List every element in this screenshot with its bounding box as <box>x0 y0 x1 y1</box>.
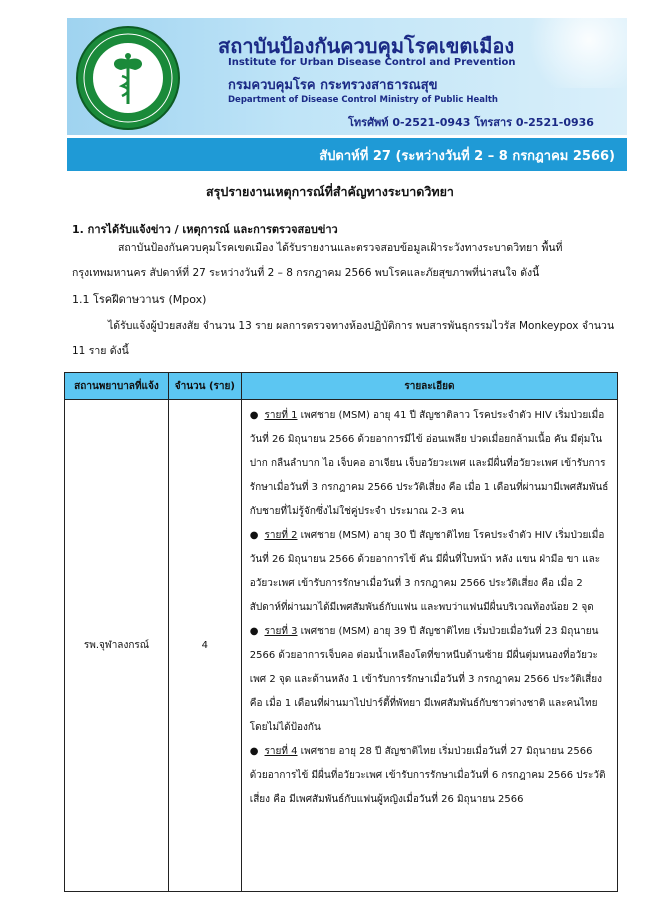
bullet-icon: ● <box>249 626 259 637</box>
case-label: รายที่ 2 <box>264 530 298 541</box>
case-text: เพศชาย (MSM) อายุ 39 ปี สัญชาติไทย เริ่มป่วยเมื่อวันที่ 23 มิถุนายน 2566 ด้วยอาการเจ็บคอ ต่อมน้ำเหลืองโตที่ขาหนีบด้านซ้าย มีผื่นตุ่มหนองที่อวัยวะเพศ 2 จุด และด้านหลัง 1 เข้ารับการรักษาเมื่อวันที่ 3 กรกฎาคม 2566 ประวัติเสี่ยง คือ เมื่อ 1 เดือนที่ผ่านมาไปปาร์ตี้ที่พัทยา มีเพศสัมพันธ์กับชาวต่างชาติ และคนไทยโดยไม่ได้ป้องกัน <box>249 626 603 733</box>
section-1-1-text: ได้รับแจ้งผู้ป่วยสงสัย จำนวน 13 ราย ผลการตรวจทางห้องปฏิบัติการ พบสารพันธุกรรมไวรัส Monkeypox จำนวน 11 ราย ดังนี้ <box>72 320 615 357</box>
section-1-paragraph <box>72 236 620 286</box>
bullet-icon: ● <box>249 530 259 541</box>
bullet-icon: ● <box>249 410 259 421</box>
week-banner <box>67 138 627 171</box>
week-range-text: สัปดาห์ที่ 27 (ระหว่างวันที่ 2 – 8 กรกฎาคม 2566) <box>319 149 615 164</box>
report-title: สรุปรายงานเหตุการณ์ที่สำคัญทางระบาดวิทยา <box>206 184 454 199</box>
department-thai: กรมควบคุมโรค กระทรวงสาธารณสุข <box>228 78 438 93</box>
case-text: เพศชาย อายุ 28 ปี สัญชาติไทย เริ่มป่วยเมื่อวันที่ 27 มิถุนายน 2566 ด้วยอาการไข้ มีผื่นที่อวัยวะเพศ เข้ารับการรักษาเมื่อวันที่ 6 กรกฎาคม 2566 ประวัติเสี่ยง คือ มีเพศสัมพันธ์กับแฟนผู้หญิงเมื่อวันที่ 26 มิถุนายน 2566 <box>249 746 606 805</box>
case-table <box>64 372 618 892</box>
cell-details <box>241 400 617 892</box>
org-name-thai: สถาบันป้องกันควบคุมโรคเขตเมือง <box>218 34 515 58</box>
cell-count: 4 <box>168 400 241 892</box>
org-name-english: Institute for Urban Disease Control and Prevention <box>228 57 516 68</box>
department-english: Department of Disease Control Ministry of Public Health <box>228 95 498 105</box>
cell-hospital: รพ.จุฬาลงกรณ์ <box>65 400 169 892</box>
case-item <box>250 620 611 740</box>
case-label: รายที่ 4 <box>264 746 298 757</box>
table-header-row <box>65 373 618 400</box>
section-1-heading: 1. การได้รับแจ้งข่าว / เหตุการณ์ และการตรวจสอบข่าว <box>72 223 338 236</box>
case-text: เพศชาย (MSM) อายุ 41 ปี สัญชาติลาว โรคประจำตัว HIV เริ่มป่วยเมื่อวันที่ 26 มิถุนายน 2566 ด้วยอาการมีไข้ อ่อนเพลีย ปวดเมื่อยกล้ามเนื้อ คัน มีตุ่มในปาก กลืนลำบาก ไอ เจ็บคอ อาเจียน เจ็บอวัยวะเพศ และมีผื่นที่อวัยวะเพศ เข้ารับการรักษาเมื่อวันที่ 3 กรกฎาคม 2566 ประวัติเสี่ยง คือ เมื่อ 1 เดือนที่ผ่านมามีเพศสัมพันธ์กับชายที่ไม่รู้จักซึ่งไม่ใช่คู่ประจำ ประมาณ 2-3 คน <box>249 410 609 517</box>
case-label: รายที่ 1 <box>264 410 298 421</box>
ministry-seal-logo <box>76 26 180 130</box>
case-item <box>250 524 611 620</box>
header-details: รายละเอียด <box>241 373 617 400</box>
section-1-text: สถาบันป้องกันควบคุมโรคเขตเมือง ได้รับรายงานและตรวจสอบข้อมูลเฝ้าระวังทางระบาดวิทยา พื้นที่กรุงเทพมหานคร สัปดาห์ที่ 27 ระหว่างวันที่ 2 – 8 กรกฎาคม 2566 พบโรคและภัยสุขภาพที่น่าสนใจ ดังนี้ <box>72 242 563 279</box>
caduceus-icon <box>105 50 151 106</box>
header-hospital: สถานพยาบาลที่แจ้ง <box>65 373 169 400</box>
case-label: รายที่ 3 <box>264 626 298 637</box>
contact-phones: โทรศัพท์ 0-2521-0943 โทรสาร 0-2521-0936 <box>348 116 594 129</box>
case-text: เพศชาย (MSM) อายุ 30 ปี สัญชาติไทย โรคประจำตัว HIV เริ่มป่วยเมื่อวันที่ 26 มิถุนายน 2566 ด้วยอาการไข้ คัน มีผื่นที่ใบหน้า หลัง แขน ฝ่ามือ ขา และอวัยวะเพศ เข้ารับการรักษาเมื่อวันที่ 3 กรกฎาคม 2566 ประวัติเสี่ยง คือ เมื่อ 2 สัปดาห์ที่ผ่านมาได้มีเพศสัมพันธ์กับแฟน และพบว่าแฟนมีผื่นบริเวณท้องน้อย 2 จุด <box>249 530 605 613</box>
table-row <box>65 400 618 892</box>
section-1-1-paragraph <box>72 314 620 364</box>
header-count: จำนวน (ราย) <box>168 373 241 400</box>
case-item <box>250 740 611 812</box>
section-1-1-heading: 1.1 โรคฝีดาษวานร (Mpox) <box>72 293 207 306</box>
case-item <box>250 404 611 524</box>
bullet-icon: ● <box>249 746 259 757</box>
header-decoration <box>517 18 627 88</box>
